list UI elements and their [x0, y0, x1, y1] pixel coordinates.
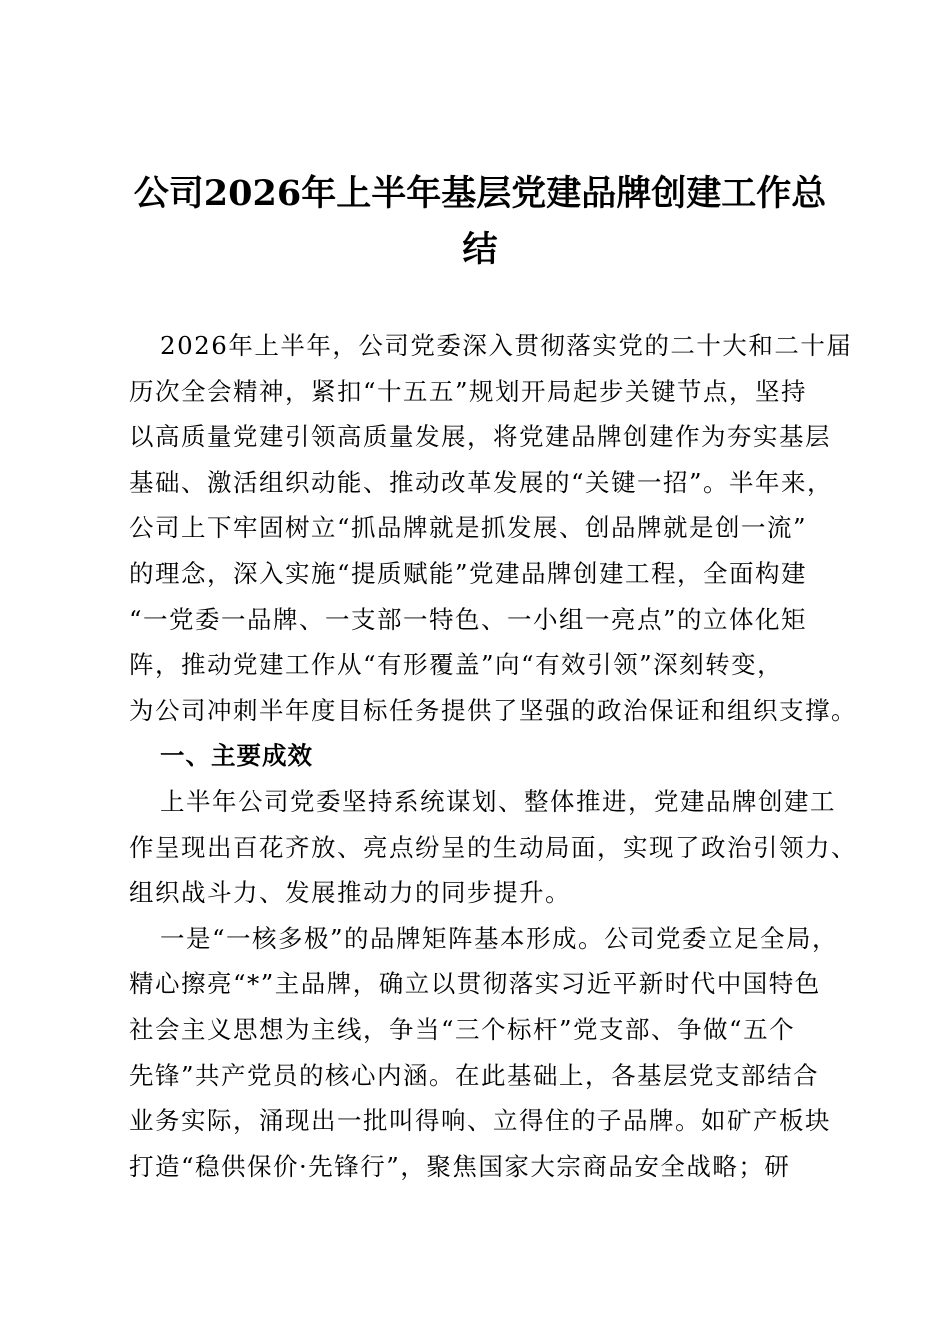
paragraph-line: 以高质量党建引领高质量发展，将党建品牌创建作为夯实基层: [129, 422, 831, 452]
title-line-1: 公司2026年上半年基层党建品牌创建工作总: [133, 173, 827, 214]
paragraph-line: 基础、激活组织动能、推动改革发展的“关键一招”。半年来，: [129, 467, 834, 497]
paragraph-line: 阵，推动党建工作从“有形覆盖”向“有效引领”深刻转变，: [129, 650, 784, 680]
document-title: [110, 166, 850, 278]
paragraph-line: 社会主义思想为主线，争当“三个标杆”党支部、争做“五个: [129, 1014, 796, 1044]
paragraph-line: 历次全会精神，紧扣“十五五”规划开局起步关键节点，坚持: [129, 376, 808, 406]
paragraph-line: 2026年上半年，公司党委深入贯彻落实党的二十大和二十届: [160, 331, 853, 360]
paragraph-line: 精心擦亮“*”主品牌，确立以贯彻落实习近平新时代中国特色: [129, 969, 821, 999]
section-paragraph: [129, 779, 857, 916]
paragraph-line: 为公司冲刺半年度目标任务提供了坚强的政治保证和组织支撑。: [129, 695, 857, 725]
paragraph-line: 上半年公司党委坚持系统谋划、整体推进，党建品牌创建工: [160, 786, 836, 816]
document-body: [129, 323, 857, 1189]
title-line-2: 结: [462, 229, 498, 270]
point-paragraph: [129, 916, 849, 1190]
section-heading: 一、主要成效: [160, 741, 313, 771]
intro-paragraph: [129, 323, 857, 733]
paragraph-line: 组织战斗力、发展推动力的同步提升。: [129, 878, 571, 908]
paragraph-line: 作呈现出百花齐放、亮点纷呈的生动局面，实现了政治引领力、: [129, 832, 857, 862]
paragraph-line: 打造“稳供保价·先锋行”，聚焦国家大宗商品安全战略；研: [129, 1151, 791, 1181]
paragraph-line: 先锋”共产党员的核心内涵。在此基础上，各基层党支部结合: [129, 1060, 820, 1090]
paragraph-line: 业务实际，涌现出一批叫得响、立得住的子品牌。如矿产板块: [129, 1106, 831, 1136]
paragraph-line: 一是“一核多极”的品牌矩阵基本形成。公司党委立足全局，: [160, 923, 839, 953]
paragraph-line: 公司上下牢固树立“抓品牌就是抓发展、创品牌就是创一流”: [129, 513, 808, 543]
paragraph-line: “一党委一品牌、一支部一特色、一小组一亮点”的立体化矩: [129, 604, 808, 634]
paragraph-line: 的理念，深入实施“提质赋能”党建品牌创建工程，全面构建: [129, 558, 808, 588]
